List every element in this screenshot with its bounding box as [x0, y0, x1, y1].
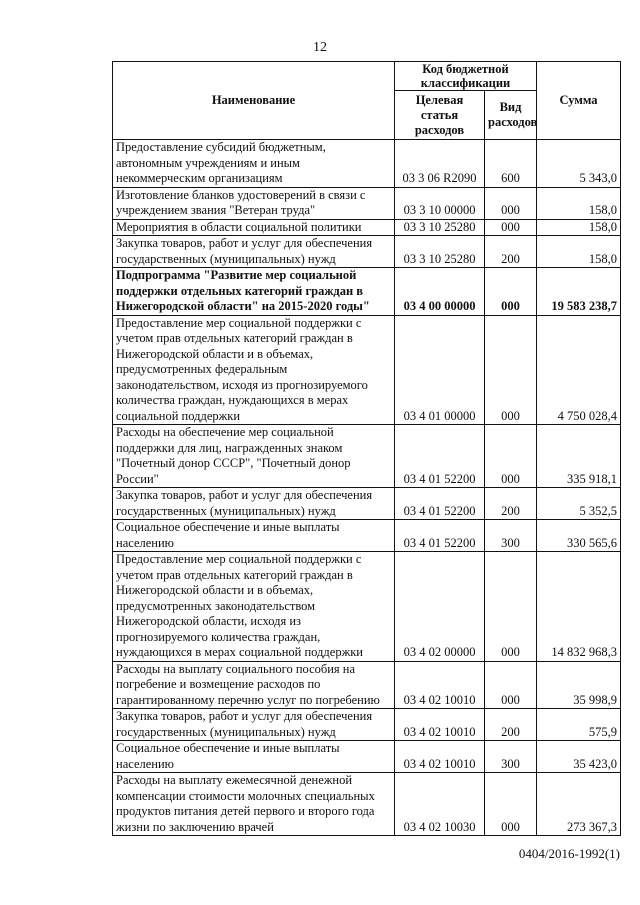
row-amount: 273 367,3 — [537, 773, 621, 836]
row-target-article: 03 4 00 00000 — [395, 268, 485, 316]
row-name: Расходы на обеспечение мер социальной поддержки для лиц, награжденных знаком "Почетный донор СССР", "Почетный донор России" — [113, 425, 395, 488]
row-expense-type: 000 — [485, 315, 537, 425]
row-expense-type: 000 — [485, 773, 537, 836]
row-expense-type: 000 — [485, 661, 537, 709]
row-amount: 19 583 238,7 — [537, 268, 621, 316]
table-row — [113, 187, 621, 219]
row-name: Закупка товаров, работ и услуг для обеспечения государственных (муниципальных) нужд — [113, 236, 395, 268]
row-name: Подпрограмма "Развитие мер социальной поддержки отдельных категорий граждан в Нижегородской области" на 2015-2020 годы" — [113, 268, 395, 316]
row-target-article: 03 4 02 10010 — [395, 741, 485, 773]
header-amount: Сумма — [537, 62, 621, 140]
row-name: Предоставление субсидий бюджетным, автономным учреждениям и иным некоммерческим организациям — [113, 140, 395, 188]
row-target-article: 03 4 02 10030 — [395, 773, 485, 836]
table-header — [113, 62, 621, 140]
row-name: Предоставление мер социальной поддержки с учетом прав отдельных категорий граждан в Нижегородской области и в объемах, предусмотренных законодательством Нижегородской области, исходя из прогнозируемого количества граждан, нуждающихся в мерах социальной поддержки — [113, 552, 395, 662]
row-amount: 335 918,1 — [537, 425, 621, 488]
row-target-article: 03 4 01 52200 — [395, 425, 485, 488]
table-row — [113, 709, 621, 741]
page-number: 12 — [313, 40, 327, 55]
row-amount: 5 352,5 — [537, 488, 621, 520]
row-name: Закупка товаров, работ и услуг для обеспечения государственных (муниципальных) нужд — [113, 709, 395, 741]
row-amount: 14 832 968,3 — [537, 552, 621, 662]
row-target-article: 03 3 10 25280 — [395, 219, 485, 236]
row-name: Изготовление бланков удостоверений в связи с учреждением звания "Ветеран труда" — [113, 187, 395, 219]
document-code: 0404/2016-1992(1) — [518, 846, 620, 861]
row-amount: 4 750 028,4 — [537, 315, 621, 425]
row-amount: 158,0 — [537, 236, 621, 268]
row-amount: 158,0 — [537, 187, 621, 219]
row-expense-type: 300 — [485, 741, 537, 773]
row-expense-type: 000 — [485, 425, 537, 488]
row-expense-type: 600 — [485, 140, 537, 188]
row-name: Социальное обеспечение и иные выплаты населению — [113, 520, 395, 552]
table-row — [113, 661, 621, 709]
header-target-article: Целевая статья расходов — [395, 91, 485, 140]
row-expense-type: 200 — [485, 236, 537, 268]
row-expense-type: 300 — [485, 520, 537, 552]
row-amount: 330 565,6 — [537, 520, 621, 552]
table-row — [113, 236, 621, 268]
header-name: Наименование — [113, 62, 395, 140]
table-row — [113, 140, 621, 188]
row-name: Социальное обеспечение и иные выплаты населению — [113, 741, 395, 773]
row-target-article: 03 4 01 52200 — [395, 488, 485, 520]
table-body — [113, 140, 621, 836]
row-target-article: 03 3 06 R2090 — [395, 140, 485, 188]
row-target-article: 03 4 02 00000 — [395, 552, 485, 662]
row-name: Расходы на выплату социального пособия на погребение и возмещение расходов по гарантированному перечню услуг по погребению — [113, 661, 395, 709]
row-expense-type: 000 — [485, 268, 537, 316]
row-amount: 158,0 — [537, 219, 621, 236]
table-row — [113, 219, 621, 236]
table-row — [113, 488, 621, 520]
row-amount: 5 343,0 — [537, 140, 621, 188]
row-target-article: 03 3 10 25280 — [395, 236, 485, 268]
budget-table — [112, 61, 621, 836]
table-row — [113, 552, 621, 662]
row-expense-type: 000 — [485, 187, 537, 219]
table-row — [113, 425, 621, 488]
table-row — [113, 520, 621, 552]
row-target-article: 03 3 10 00000 — [395, 187, 485, 219]
row-amount: 575,9 — [537, 709, 621, 741]
row-name: Предоставление мер социальной поддержки с учетом прав отдельных категорий граждан в Нижегородской области и в объемах, предусмотренных федеральным законодательством, исходя из прогнозируемого количества граждан, нуждающихся в мерах социальной поддержки — [113, 315, 395, 425]
row-target-article: 03 4 01 00000 — [395, 315, 485, 425]
row-target-article: 03 4 02 10010 — [395, 661, 485, 709]
row-expense-type: 000 — [485, 219, 537, 236]
table-row — [113, 773, 621, 836]
row-target-article: 03 4 02 10010 — [395, 709, 485, 741]
table-row — [113, 315, 621, 425]
table-row — [113, 741, 621, 773]
header-budget-code: Код бюджетной классификации — [395, 62, 537, 91]
row-amount: 35 423,0 — [537, 741, 621, 773]
row-expense-type: 200 — [485, 488, 537, 520]
row-target-article: 03 4 01 52200 — [395, 520, 485, 552]
row-name: Закупка товаров, работ и услуг для обеспечения государственных (муниципальных) нужд — [113, 488, 395, 520]
row-name: Расходы на выплату ежемесячной денежной компенсации стоимости молочных специальных продуктов питания детей первого и второго года жизни по заключению врачей — [113, 773, 395, 836]
row-name: Мероприятия в области социальной политики — [113, 219, 395, 236]
row-amount: 35 998,9 — [537, 661, 621, 709]
table-row — [113, 268, 621, 316]
row-expense-type: 000 — [485, 552, 537, 662]
header-expense-type: Вид расходов — [485, 91, 537, 140]
row-expense-type: 200 — [485, 709, 537, 741]
